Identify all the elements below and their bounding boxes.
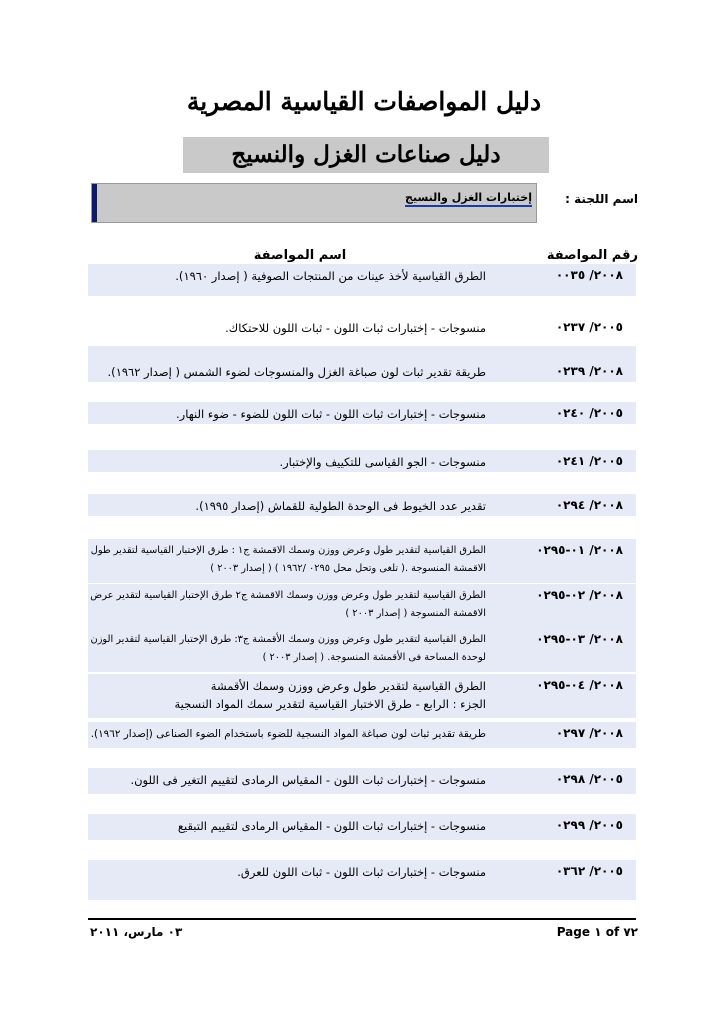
standard-name-line: الطرق القياسية لتقدير طول وعرض ووزن وسمك الأقمشة ج٣: طرق الإختبار القياسية لتقدير الوزن (90, 634, 486, 645)
standard-number: ٢٠٠٥/ ٠٢٣٧ (555, 320, 623, 334)
standard-name (178, 817, 486, 835)
standard-name-line: تقدير عدد الخيوط فى الوحدة الطولية للقماش (إصدار ١٩٩٥). (195, 499, 486, 513)
standard-number: ٢٠٠٨/ ٠٣-٠٢٩٥ (536, 632, 623, 646)
standard-number: ٢٠٠٥/ ٠٢٤٠ (555, 406, 623, 420)
committee-label: اسم اللجنة : (565, 192, 638, 206)
footer-page: Page ١ of ٧٢ (556, 925, 638, 939)
standard-name (237, 863, 486, 881)
standard-name-line: الجزء : الرابع - طرق الاختبار القياسية لتقدير سمك المواد النسجية (174, 697, 486, 711)
standard-name (175, 267, 486, 285)
standard-number: ٢٠٠٨/ ٠٠٣٥ (555, 268, 623, 282)
standard-name-line: لوحدة المساحة فى الأقمشة المنسوجة. ( إصدار ٢٠٠٣ ) (262, 652, 486, 663)
standard-name (176, 405, 486, 423)
standard-name (175, 677, 487, 713)
column-header-name: اسم المواصفة (253, 248, 347, 263)
standard-name-line: الاقمشة المنسوجة ( إصدار ٢٠٠٣ ) (345, 608, 486, 619)
standard-name-line: منسوجات - إختبارات ثبات اللون - المقياس الرمادى لتقييم التبقيع (177, 819, 486, 833)
footer-date: ٠٣ مارس، ٢٠١١ (90, 925, 183, 939)
standard-number: ٢٠٠٥/ ٠٢٤١ (555, 454, 623, 468)
standard-number: ٢٠٠٨/ ٠١-٠٢٩٥ (536, 543, 623, 557)
standard-name (90, 587, 486, 623)
committee-value[interactable]: إختبارات الغزل والنسيج (405, 191, 532, 207)
standard-name-line: منسوجات - الجو القياسى للتكييف والإختبار. (279, 455, 486, 469)
standard-name (130, 771, 486, 789)
standard-name-line: منسوجات - إختبارات ثبات اللون - ثبات اللون للعرق. (237, 865, 486, 879)
standard-name (91, 542, 486, 578)
standard-number: ٢٠٠٥/ ٠٢٩٨ (555, 772, 623, 786)
standard-name-line: منسوجات - إختبارات ثبات اللون - المقياس الرمادى لتقييم التغير فى اللون. (130, 773, 486, 787)
standard-name (279, 453, 486, 471)
document-subtitle: دليل صناعات الغزل والنسيج (231, 141, 501, 168)
standard-name (91, 631, 486, 667)
standard-number: ٢٠٠٨/ ٠٢٩٧ (555, 726, 623, 740)
standard-name-line: منسوجات - إختبارات ثبات اللون - ثبات اللون للضوء - ضوء النهار. (176, 407, 486, 421)
standard-name-line: طريقة تقدير ثبات لون صباغة المواد النسجية للضوء باستخدام الضوء الصناعى (إصدار ١٩٦٢). (90, 728, 486, 740)
standard-name-line: الطرق القياسية لتقدير طول وعرض ووزن وسمك الاقمشة ج١ : طرق الإختبار القياسية لتقدير طول (90, 545, 486, 556)
standard-name (195, 497, 486, 515)
standard-name-line: الاقمشة المنسوجة .( تلغى وتحل محل ٠٢٩٥ /١٩٦٢ ) ( إصدار ٢٠٠٣ ) (210, 563, 486, 574)
committee-box-inner (92, 184, 536, 222)
standard-name (91, 725, 486, 743)
standard-name (108, 363, 486, 381)
document-title: دليل المواصفات القياسية المصرية (186, 87, 542, 116)
standard-name-line: منسوجات - إختبارات ثبات اللون - ثبات اللون للاحتكاك. (225, 321, 486, 335)
standard-name-line: الطرق القياسية لأخذ عينات من المنتجات الصوفية ( إصدار ١٩٦٠). (175, 269, 486, 283)
standard-number: ٢٠٠٨/ ٠٤-٠٢٩٥ (536, 678, 623, 692)
standard-number: ٢٠٠٨/ ٠٢-٠٢٩٥ (536, 588, 623, 602)
standard-name-line: طريقة تقدير ثبات لون صباغة الغزل والمنسوجات لضوء الشمس ( إصدار ١٩٦٢). (107, 365, 486, 379)
column-header-number: رقم المواصفة (546, 248, 638, 263)
standard-number: ٢٠٠٨/ ٠٢٩٤ (555, 498, 623, 512)
standard-number: ٢٠٠٥/ ٠٢٩٩ (555, 818, 623, 832)
standard-name (225, 319, 486, 337)
standard-number: ٢٠٠٥/ ٠٣٦٢ (555, 864, 623, 878)
standard-number: ٢٠٠٨/ ٠٢٣٩ (555, 364, 623, 378)
committee-box (91, 183, 537, 223)
standard-name-line: الطرق القياسية لتقدير طول وعرض ووزن وسمك الأقمشة (210, 679, 486, 693)
standard-name-line: الطرق القياسية لتقدير طول وعرض ووزن وسمك الاقمشة ج٢ طرق الإختبار القياسية لتقدير عرض (90, 590, 486, 601)
footer-rule (88, 918, 636, 920)
